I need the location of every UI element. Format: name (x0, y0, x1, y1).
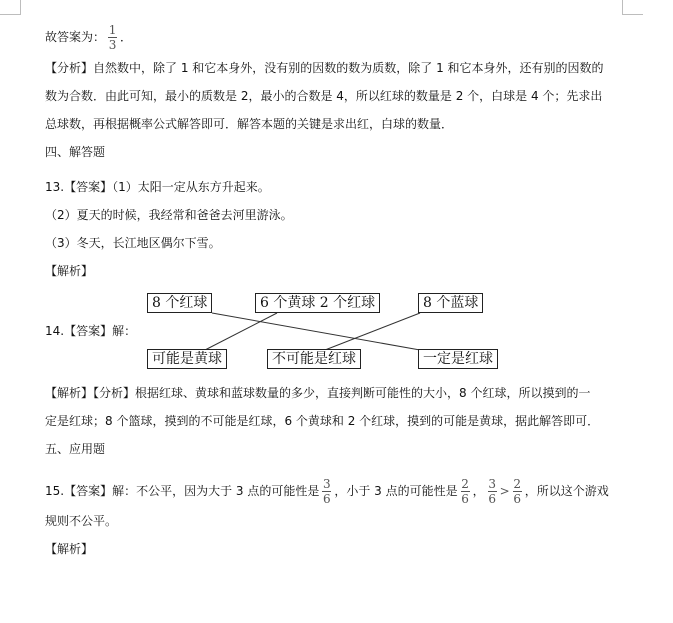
analysis-line: 【分析】自然数中，除了 1 和它本身外，没有别的因数的数为质数，除了 1 和它本身外，还有别的因数的 (45, 61, 604, 75)
analysis-line: 总球数，再根据概率公式解答即可．解答本题的关键是求出红，白球的数量． (45, 117, 454, 131)
fraction: $\frac{3}{6}$ (488, 477, 496, 506)
section-heading: 四、解答题 (45, 145, 106, 159)
analysis-line: 数为合数．由此可知，最小的质数是 2，最小的合数是 4，所以红球的数量是 2 个，白球是 4 个；先求出 (45, 89, 603, 103)
match-line (325, 313, 420, 350)
section-heading: 五、应用题 (45, 442, 106, 456)
option-box-top: 6 个黄球 2 个红球 (255, 293, 380, 313)
q14-label: 14.【答案】解： (45, 324, 137, 338)
option-box-bottom: 可能是黄球 (147, 349, 227, 369)
answer-line: 故答案为： $\frac{1}{3}$ ． (45, 23, 133, 52)
q15-jiexi: 【解析】 (45, 542, 94, 556)
option-box-bottom: 一定是红球 (418, 349, 498, 369)
option-box-bottom: 不可能是红球 (267, 349, 361, 369)
q14-analysis: 定是红球；8 个篮球，摸到的不可能是红球，6 个黄球和 2 个红球，摸到的可能是黄球，据此解答即可． (45, 414, 600, 428)
fraction: $\frac{2}{6}$ (513, 477, 522, 506)
q15-line: 15.【答案】解：不公平，因为大于 3 点的可能性是 $\frac{3}{6}$ ，小于 3 点的可能性是 $\frac{2}{6}$ ， $\frac{3}{6}$ > $\frac{2}{6}$ ，所以这个游戏 (45, 477, 609, 506)
q15-line: 规则不公平。 (45, 514, 118, 528)
fraction: $\frac{3}{6}$ (323, 477, 331, 506)
q13-line: （3）冬天，长江地区偶尔下雪。 (45, 236, 221, 250)
fraction: $\frac{1}{3}$ (108, 23, 117, 52)
q13-line: 13.【答案】（1）太阳一定从东方升起来。 (45, 180, 270, 194)
q13-line: （2）夏天的时候，我经常和爸爸去河里游泳。 (45, 208, 293, 222)
option-box-top: 8 个红球 (147, 293, 212, 313)
match-line (212, 313, 420, 350)
fraction: $\frac{2}{6}$ (461, 477, 469, 506)
option-box-top: 8 个蓝球 (418, 293, 483, 313)
greater-than-sign: > (499, 484, 510, 498)
q13-jiexi: 【解析】 (45, 264, 94, 278)
answer-prefix: 故答案为： (45, 30, 106, 44)
q14-analysis: 【解析】【分析】根据红球、黄球和蓝球数量的多少，直接判断可能性的大小，8 个红球，所以摸到的一 (45, 386, 591, 400)
